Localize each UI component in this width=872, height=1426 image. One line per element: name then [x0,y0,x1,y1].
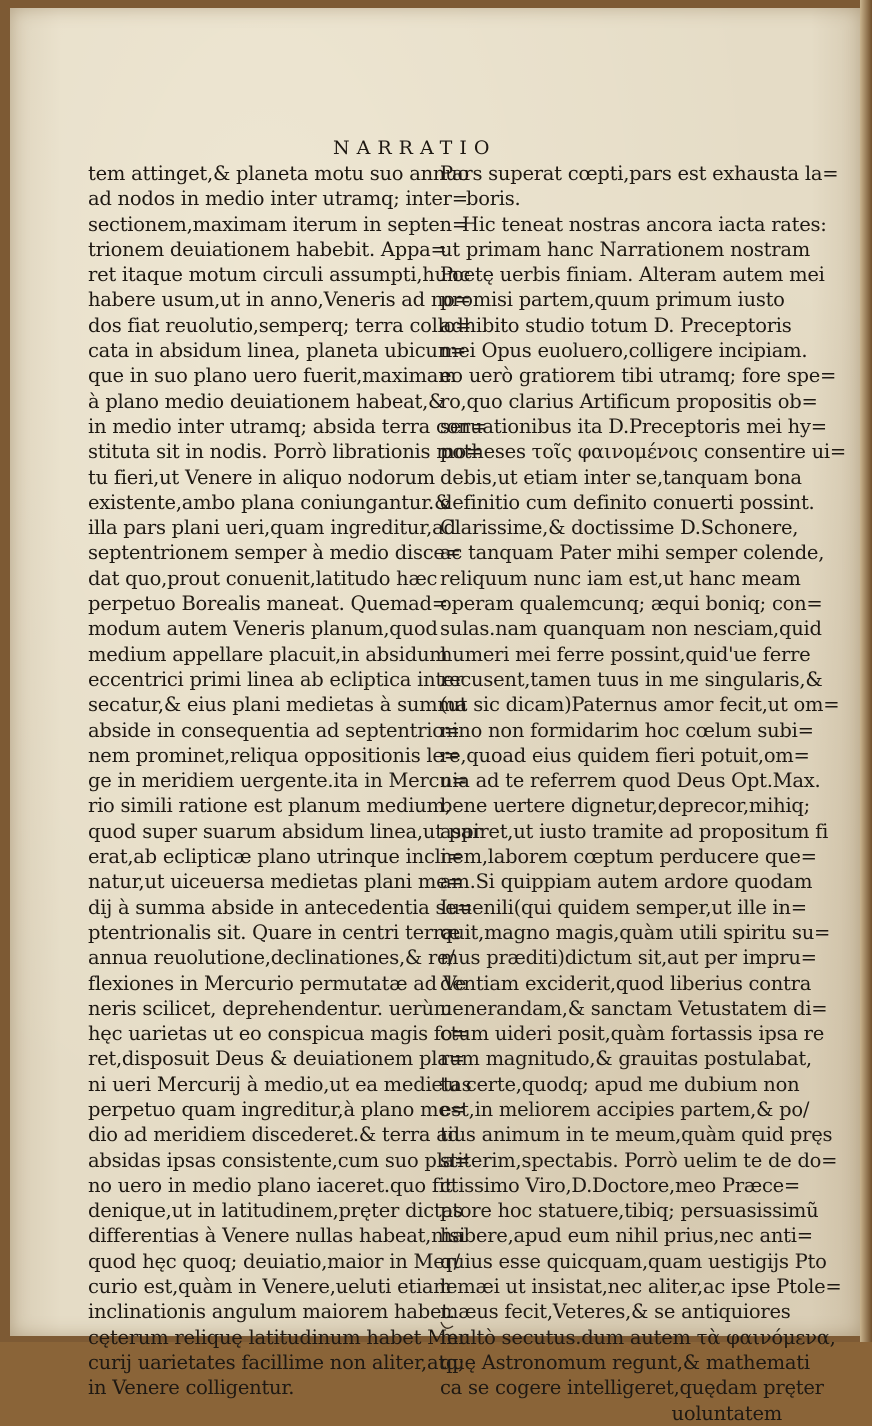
text-line: recusent,tamen tuus in me singularis,& [440,667,823,691]
text-line: perpetuo quam ingreditur,à plano me= [88,1097,466,1121]
text-line: re,quoad eius quidem fieri potuit,om= [440,743,810,767]
catchword: uoluntatem [671,1401,782,1425]
text-line: ac tanquam Pater mihi semper colende, [440,541,825,565]
text-line: differentias à Venere nullas habeat,nisi [88,1224,466,1248]
text-line: rio simili ratione est planum medium, [88,794,451,818]
text-line: cęterum reliquę latitudinum habet Mer [88,1325,468,1349]
text-line: ca se cogere intelligeret,quędam pręter [440,1376,824,1400]
left-column [88,161,487,1401]
text-line: tius animum in te meum,quàm quid pręs [440,1123,833,1147]
text-line: Poetę uerbis finiam. Alteram autem mei [440,263,825,287]
text-line: trionem deuiationem habebit. Appa= [88,237,447,261]
text-line: ge in meridiem uergente.ita in Mercu= [88,769,468,793]
text-line: seruationibus ita D.Preceptoris mei hy= [440,414,827,438]
text-line: operam qualemcunq; æqui boniq; con= [440,592,823,616]
right-column [440,161,846,1426]
text-line: nem prominet,reliqua oppositionis le= [88,743,460,767]
text-line: nia ad te referrem quod Deus Opt.Max. [440,769,821,793]
text-line: secatur,& eius plani medietas à summa [88,693,468,717]
text-line: rum magnitudo,& grauitas postulabat, [440,1047,812,1071]
text-line: nino non formidarim hoc cœlum subi= [440,718,814,742]
text-line: potheses τοῖς φαινομένοις consentire ui= [440,440,846,464]
text-line: curij uarietates facillime non aliter,atq; [88,1350,465,1374]
text-line: am.Si quippiam autem ardore quodam [440,870,813,894]
text-line: modum autem Veneris planum,quod [88,617,438,641]
text-line: existente,ambo plana coniungantur.& [88,490,452,514]
text-line: ro,quo clarius Artificum propositis ob= [440,389,818,413]
text-line: uenerandam,& sanctam Vetustatem di= [440,996,828,1020]
text-line: quę Astronomum regunt,& mathemati [440,1350,810,1374]
text-line: à plano medio deuiationem habeat,& [88,389,446,413]
text-line: dentiam exciderit,quod liberius contra [440,971,812,995]
text-line: tu fieri,ut Venere in aliquo nodorum [88,465,435,489]
text-line: sectionem,maximam iterum in septen= [88,212,468,236]
text-line: eo uerò gratiorem tibi utramq; fore spe= [440,364,837,388]
text-line: Clarissime,& doctissime D.Schonere, [440,516,799,540]
text-line: natur,ut uiceuersa medietas plani me= [88,870,464,894]
text-line: humeri mei ferre possint,quid'ue ferre [440,642,811,666]
text-line: illa pars plani ueri,quam ingreditur,ad [88,516,456,540]
text-line: quod super suarum absidum linea,ut par [88,819,482,843]
text-line: debis,ut etiam inter se,tanquam bona [440,465,802,489]
text-line: dos fiat reuolutio,semperq; terra collo= [88,313,472,337]
text-line: Iuuenili(qui quidem semper,ut ille in= [440,895,807,919]
text-line: multò secutus.dum autem τὰ φαινόμενα, [440,1325,836,1349]
text-line: mæus fecit,Veteres,& se antiquiores [440,1300,791,1324]
text-line: que in suo plano uero fuerit,maximam [88,364,457,388]
text-line: Hic teneat nostras ancora iacta rates: [462,212,827,236]
text-line: aspiret,ut iusto tramite ad propositum fi [440,819,829,843]
text-line: ni ueri Mercurij à medio,ut ea medietas [88,1072,472,1096]
text-line: abside in consequentia ad septentrio= [88,718,460,742]
text-line: quit,magno magis,quàm utili spiritu su= [440,920,831,944]
text-line: quod hęc quoq; deuiatio,maior in Mer/ [88,1249,460,1273]
text-line: lemæi ut insistat,nec aliter,ac ipse Ptole= [440,1275,842,1299]
text-line: ret itaque motum circuli assumpti,hunc [88,263,470,287]
running-head: NARRATIO [333,137,497,159]
text-line: eccentrici primi linea ab ecliptica inter [88,667,464,691]
text-line: inclinationis angulum maiorem habet. [88,1300,455,1324]
text-line: ptentrionalis sit. Quare in centri terræ [88,920,461,944]
text-line: ctum uideri posit,quàm fortassis ipsa re [440,1022,825,1046]
text-line: medium appellare placuit,in absidum [88,642,448,666]
text-line: tem attinget,& planeta motu suo annuo [88,162,469,185]
text-line: ad nodos in medio inter utramq; inter= [88,187,468,211]
text-line: habere,apud eum nihil prius,nec anti= [440,1224,813,1248]
text-line: sulas.nam quanquam non nesciam,quid [440,617,822,641]
text-line: bene uertere dignetur,deprecor,mihiq; [440,794,810,818]
text-line: adhibito studio totum D. Preceptoris [440,313,792,337]
text-line: nem,laborem cœptum perducere que= [440,845,817,869]
text-line: ret,disposuit Deus & deuiationem pla= [88,1047,465,1071]
text-line: Pars superat cœpti,pars est exhausta la= [440,162,839,185]
text-line: ut primam hanc Narrationem nostram [440,237,810,261]
text-line: promisi partem,quum primum iusto [440,288,785,312]
text-line: ptore hoc statuere,tibiq; persuasissimũ [440,1199,819,1223]
printer-mark [437,1320,457,1334]
text-line: flexiones in Mercurio permutatæ ad Ve [88,971,467,995]
text-line: dij à summa abside in antecedentia se= [88,895,473,919]
text-line: tu certe,quodq; apud me dubium non [440,1072,800,1096]
text-line: ctissimo Viro,D.Doctore,meo Præce= [440,1173,801,1197]
text-line: mei Opus euoluero,colligere incipiam. [440,339,808,363]
text-line: reliquum nunc iam est,ut hanc meam [440,566,801,590]
text-line: stituta sit in nodis. Porrò librationis mo= [88,440,483,464]
text-line: septentrionem semper à medio disce= [88,541,461,565]
text-line: habere usum,ut in anno,Veneris ad no= [88,288,471,312]
text-line: dat quo,prout conuenit,latitudo hæc [88,566,438,590]
text-line: dio ad meridiem discederet.& terra ad [88,1123,460,1147]
text-line: (ut sic dicam)Paternus amor fecit,ut om= [440,693,840,717]
text-line: definitio cum definito conuerti possint. [440,490,815,514]
page-edge [860,0,872,1342]
text-line: est,in meliorem accipies partem,& po/ [440,1097,810,1121]
text-line: mus præditi)dictum sit,aut per impru= [440,946,817,970]
text-line: absidas ipsas consistente,cum suo pla= [88,1148,471,1172]
text-line: stiterim,spectabis. Porrò uelim te de do= [440,1148,838,1172]
text-line: erat,ab eclipticæ plano utrinque incli= [88,845,463,869]
text-line: annua reuolutione,declinationes,& re/ [88,946,455,970]
text-line: no uero in medio plano iaceret.quo fit [88,1173,453,1197]
text-line: cata in absidum linea, planeta ubicun= [88,339,467,363]
text-line: in medio inter utramq; absida terra con= [88,414,487,438]
text-line: perpetuo Borealis maneat. Quemad= [88,592,448,616]
text-line: curio est,quàm in Venere,ueluti etiam [88,1275,452,1299]
text-line: boris. [466,187,521,211]
text-line: denique,ut in latitudinem,pręter dictas [88,1199,463,1223]
text-line: quius esse quicquam,quam uestigijs Pto [440,1249,827,1273]
text-line: in Venere colligentur. [88,1376,295,1400]
text-line: neris scilicet, deprehendentur. uerùm [88,996,452,1020]
text-line: hęc uarietas ut eo conspicua magis fo= [88,1022,469,1046]
